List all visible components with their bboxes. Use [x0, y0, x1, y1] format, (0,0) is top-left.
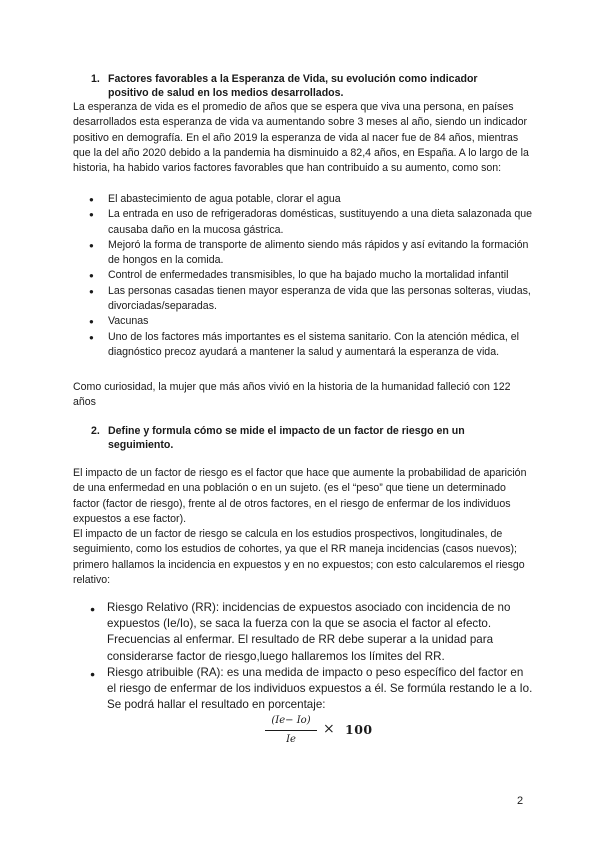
section-1-number: 1. [91, 73, 100, 85]
section-1-intro: La esperanza de vida es el promedio de años que se espera que viva una persona, en países desarrollados esta esperanza de vida va aumentando sobre 3 meses al año, siendo un indicador positivo en demografía. En el año 2019 la esperanza de vida al nacer fue de 84 años, mientras que la del año 2020 debido a la pandemia ha disminuido a 82,4 años, en España. A lo largo de la historia, ha habido varios factores favorables que han contribuido a su aumento, como son: [73, 101, 529, 175]
list-item: ● La entrada en uso de refrigeradoras domésticas, sustituyendo a una dieta salazonada que causaba daño en la mucosa gástrica. [73, 207, 533, 238]
list-item: ● Mejoró la forma de transporte de alimento siendo más rápidos y así evitando la formación de hongos en la comida. [73, 238, 533, 269]
formula-operator: × [323, 721, 335, 737]
page-number: 2 [517, 795, 524, 807]
list-item: ● Riesgo atribuible (RA): es una medida de impacto o peso específico del factor en el riesgo de enfermar de los individuos expuestos a él. Se formúla restando le a Io. Se podrá hallar el resultado en porcentaje: [90, 665, 535, 714]
list-item: ● Vacunas [73, 314, 533, 329]
list-item: ● Riesgo Relativo (RR): incidencias de expuestos asociado con incidencia de no expuestos (Ie/Io), se saca la fuerza con la que se asocia el factor al efecto. Frecuencias al enfermar. El resultado de RR debe superar a la unidad para considerarse factor de riesgo,luego hallaremos los límites del RR. [90, 600, 535, 665]
formula-denominator: Ie [286, 734, 296, 745]
formula-multiplier: 100 [345, 722, 373, 737]
section-1-closing: Como curiosidad, la mujer que más años vivió en la historia de la humanidad falleció con 122 años [73, 381, 511, 409]
section-2-title: Define y formula cómo se mide el impacto de un factor de riesgo en un seguimiento. [108, 425, 465, 451]
list-item: ● Las personas casadas tienen mayor esperanza de vida que las personas solteras, viudas, divorciadas/separadas. [73, 284, 533, 315]
list-item: ● Uno de los factores más importantes es el sistema sanitario. Con la atención médica, el diagnóstico precoz ayudará a mantener la salud y aumentará la esperanza de vida. [73, 330, 533, 361]
formula-numerator: (Ie− Io) [271, 715, 311, 726]
section-2-paragraph-2: El impacto de un factor de riesgo se calcula en los estudios prospectivos, longitudinales, de seguimiento, como los estudios de cohortes, ya que el RR maneja incidencias (casos nuevos); primero hallamos la incidencia en expuestos y en no expuestos; con esto calcularemos el riesgo relativo: [73, 528, 525, 586]
formula-fraction [265, 714, 317, 747]
fraction-bar [265, 730, 317, 731]
section-2-heading [91, 424, 521, 452]
list-item: ● El abastecimiento de agua potable, clorar el agua [73, 192, 533, 207]
section-1-factor-list [73, 192, 533, 360]
section-1-heading [91, 72, 521, 100]
section-2-risk-list [90, 600, 535, 713]
list-item: ● Control de enfermedades transmisibles, lo que ha bajado mucho la mortalidad infantil [73, 268, 533, 283]
section-1-title: Factores favorables a la Esperanza de Vida, su evolución como indicador positivo de salud en los medios desarrollados. [108, 73, 478, 99]
section-2-number: 2. [91, 425, 100, 437]
section-2-paragraph-1: El impacto de un factor de riesgo es el factor que hace que aumente la probabilidad de aparición de una enfermedad en una población o en un sujeto. (es el “peso” que tiene un determinado factor (factor de riesgo), frente al de otros factores, en el riesgo de enfermar de los individuos expuestos a ese factor). [73, 467, 527, 525]
